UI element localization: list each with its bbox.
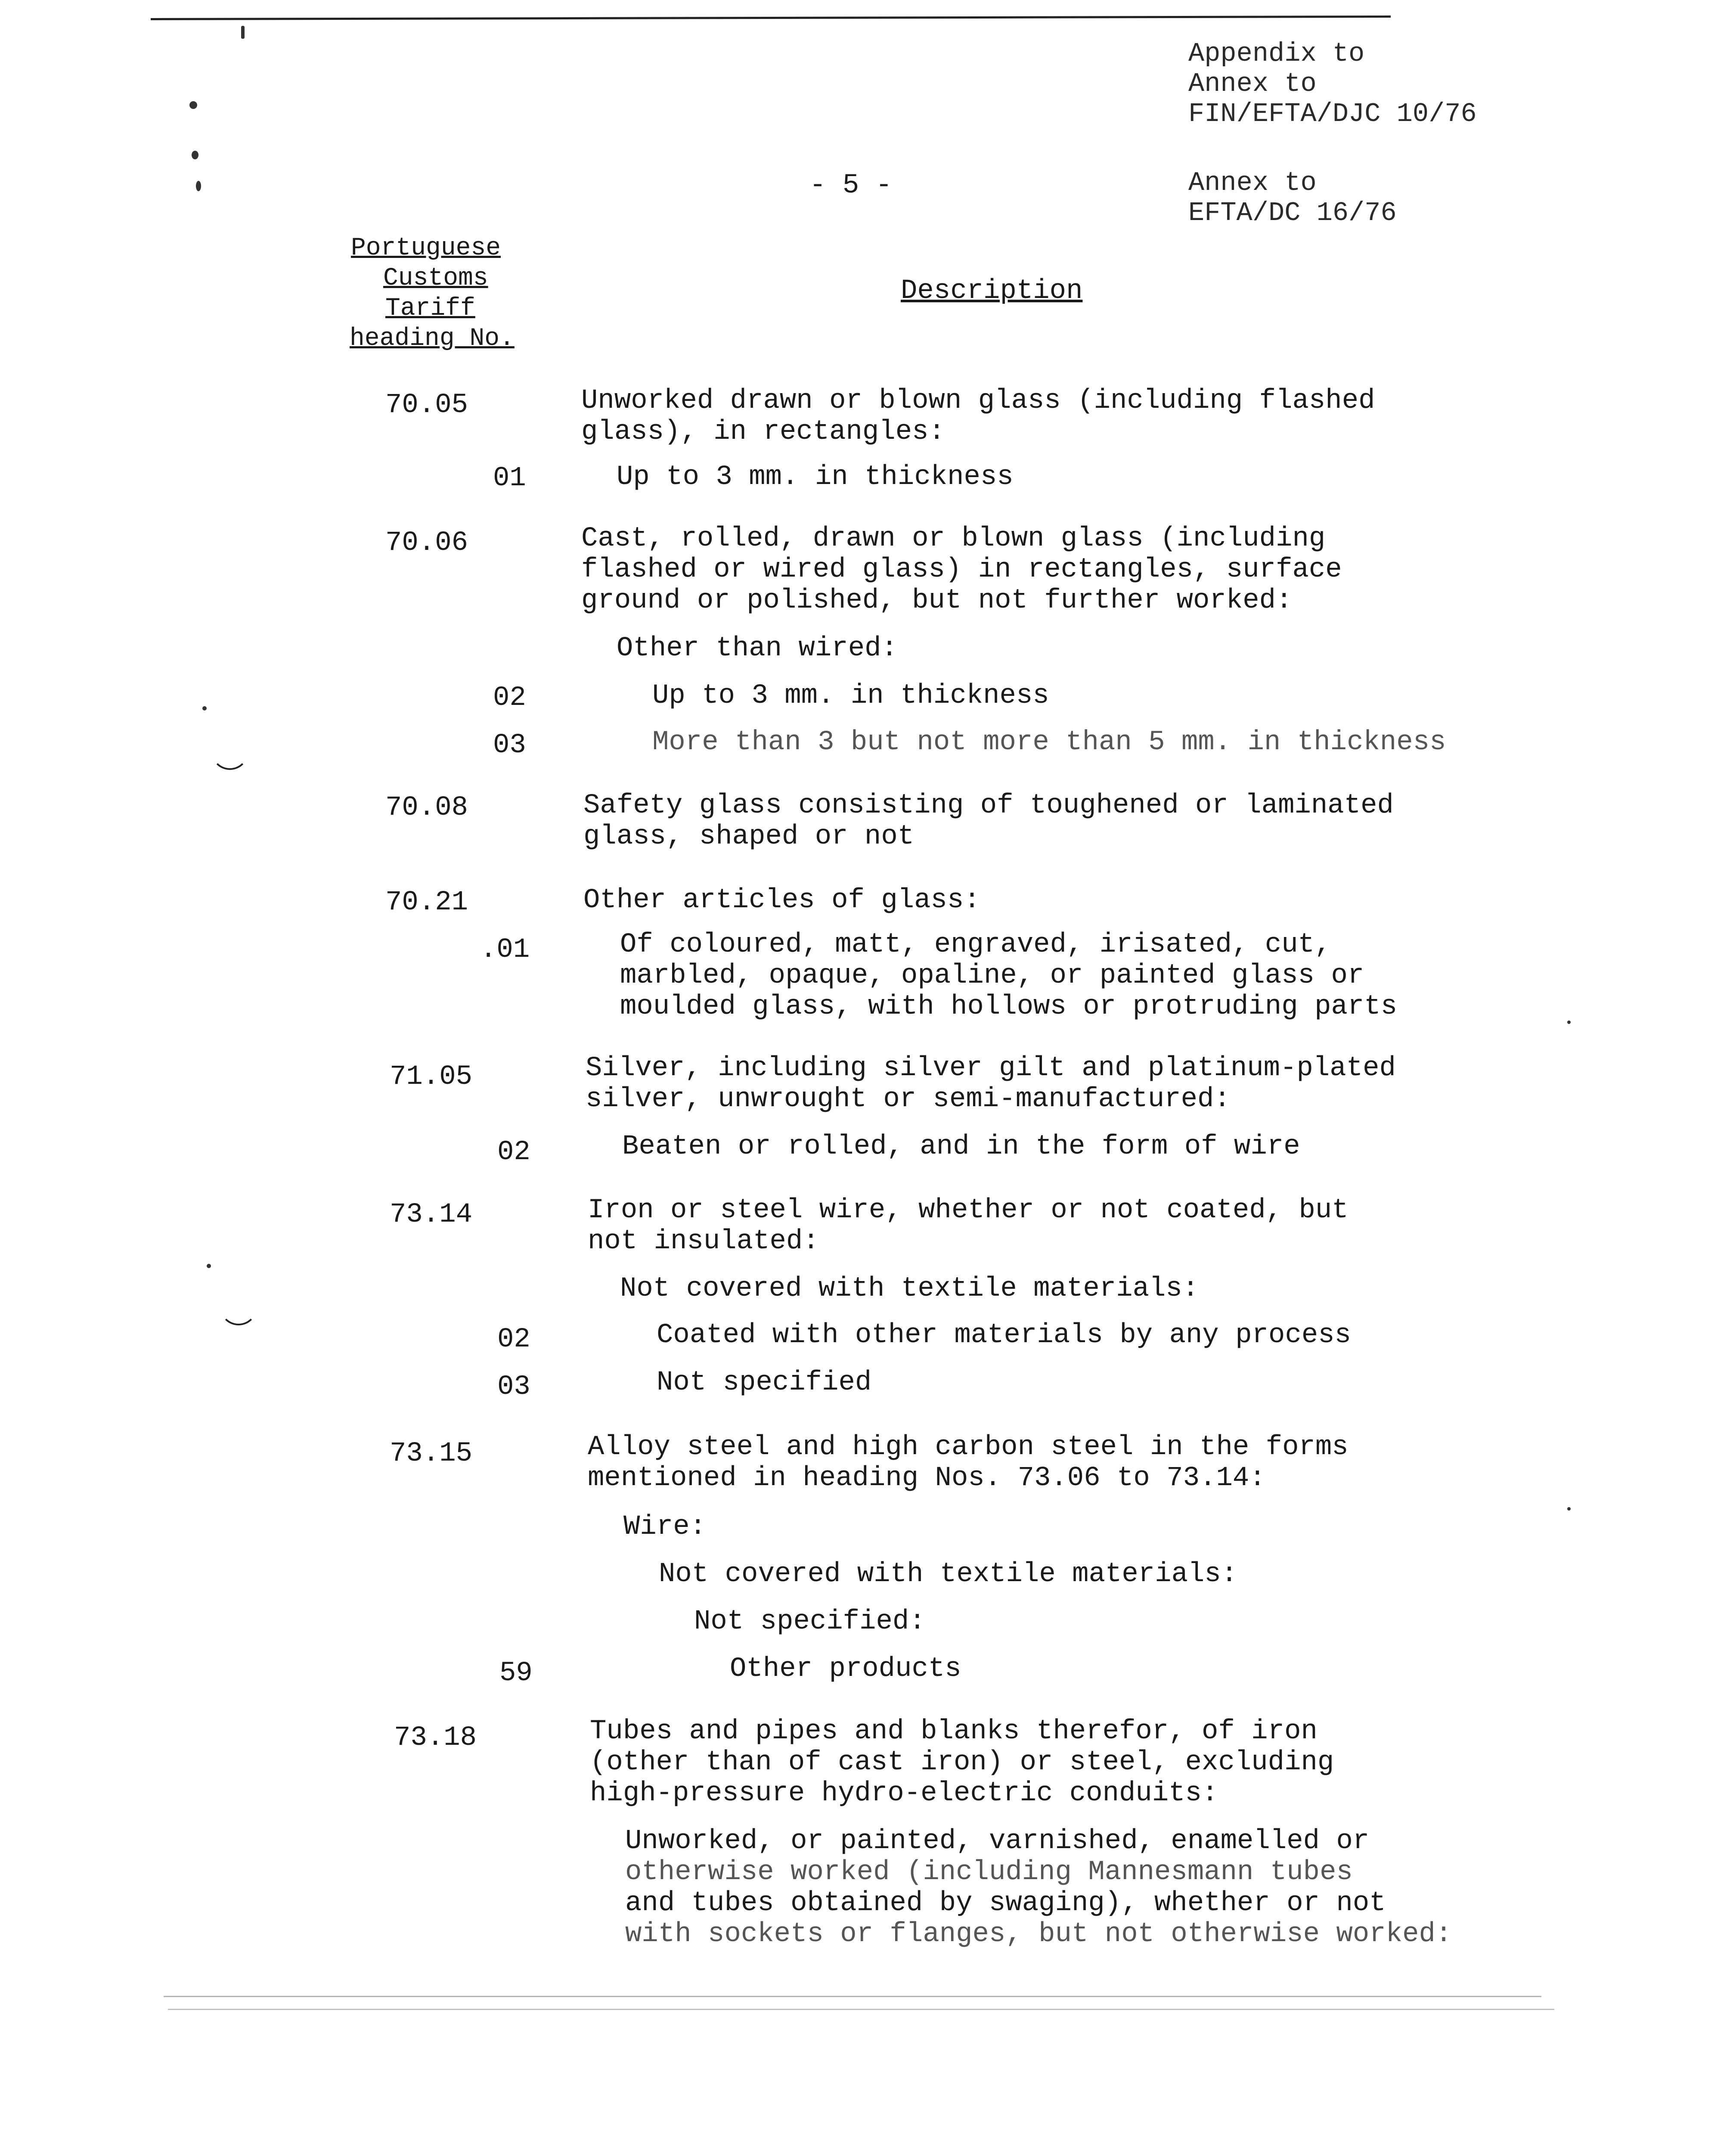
description-line: Unworked drawn or blown glass (including flashed [581,385,1375,416]
scan-mark [241,26,245,39]
appendix-ref-line-3: FIN/EFTA/DJC 10/76 [1188,99,1477,129]
heading-number: 70.06 [385,527,468,558]
description-line: Of coloured, matt, engraved, irisated, cut, [620,929,1331,960]
description-line: flashed or wired glass) in rectangles, surface [581,554,1342,585]
subheading-number: 59 [499,1658,533,1689]
subheading-number: .01 [480,934,530,965]
description-line: Coated with other materials by any process [657,1320,1352,1351]
subheading-number: 02 [497,1324,530,1355]
description-column-header: Description [901,276,1083,307]
subheading-number: 02 [497,1137,530,1168]
description-line: high-pressure hydro-electric conduits: [590,1778,1218,1809]
heading-number: 70.21 [385,887,468,918]
description-line: mentioned in heading Nos. 73.06 to 73.14: [588,1463,1266,1494]
heading-col-line-4: heading No. [350,325,515,353]
heading-number: 70.08 [385,792,468,823]
description-line: moulded glass, with hollows or protruding parts [620,991,1398,1022]
annex-ref-line-2: EFTA/DC 16/76 [1188,198,1397,228]
description-line: glass), in rectangles: [581,416,945,447]
description-line: Not covered with textile materials: [659,1559,1238,1590]
heading-number: 73.15 [390,1438,473,1469]
description-line: and tubes obtained by swaging), whether or not [625,1888,1386,1919]
description-line: not insulated: [588,1226,819,1257]
description-line: with sockets or flanges, but not otherwise worked: [625,1919,1452,1950]
description-line: ground or polished, but not further worked: [581,585,1293,616]
description-line: Wire: [623,1511,707,1542]
description-line: Not specified: [694,1606,926,1637]
scan-mark [1567,1021,1571,1024]
description-line: Iron or steel wire, whether or not coated, but [588,1195,1348,1226]
bottom-scan-line [168,2009,1554,2010]
description-line: otherwise worked (including Mannesmann tubes [625,1857,1353,1888]
bottom-scan-line [164,1996,1541,1997]
annex-ref-line-1: Annex to [1188,168,1317,198]
description-line: Silver, including silver gilt and platinum-plated [586,1053,1396,1084]
scan-mark [207,1264,211,1268]
description-line: glass, shaped or not [583,821,914,852]
description-line: Other articles of glass: [583,885,980,916]
heading-col-line-1: Portuguese [351,234,501,262]
scan-mark [192,151,198,159]
description-line: Beaten or rolled, and in the form of wire [622,1131,1300,1162]
heading-number: 73.18 [394,1722,477,1753]
scan-mark [189,101,197,109]
description-line: Alloy steel and high carbon steel in the forms [588,1432,1348,1463]
description-line: (other than of cast iron) or steel, excluding [590,1747,1334,1778]
heading-number: 73.14 [390,1199,473,1230]
heading-col-line-3: Tariff [385,295,475,323]
appendix-ref-line-1: Appendix to [1188,38,1365,69]
description-line: marbled, opaque, opaline, or painted glass or [620,960,1364,991]
description-line: Other than wired: [617,633,898,664]
description-line: Up to 3 mm. in thickness [617,462,1014,493]
appendix-ref-line-2: Annex to [1188,68,1317,99]
description-line: Safety glass consisting of toughened or laminated [583,790,1394,821]
subheading-number: 02 [493,683,526,714]
description-line: More than 3 but not more than 5 mm. in thickness [652,727,1446,758]
description-line: Not specified [657,1367,872,1398]
description-line: Cast, rolled, drawn or blown glass (including [581,523,1326,554]
description-line: Unworked, or painted, varnished, enamelled or [625,1826,1370,1857]
scan-mark [202,706,207,710]
description-line: Tubes and pipes and blanks therefor, of iron [590,1716,1318,1747]
heading-col-line-2: Customs [383,264,488,292]
description-line: Other products [730,1654,961,1685]
subheading-number: 03 [497,1371,530,1402]
description-line: Up to 3 mm. in thickness [652,680,1049,711]
heading-number: 71.05 [390,1061,473,1092]
page-number: - 5 - [809,170,893,201]
scan-mark [196,181,201,191]
subheading-number: 01 [493,463,526,494]
scan-mark [1567,1507,1571,1511]
heading-number: 70.05 [385,390,468,421]
description-line: Not covered with textile materials: [620,1273,1199,1304]
description-line: silver, unwrought or semi-manufactured: [586,1084,1231,1115]
subheading-number: 03 [493,730,526,761]
punch-hole-mark [211,732,249,770]
top-rule [151,16,1391,20]
punch-hole-mark [220,1287,257,1325]
